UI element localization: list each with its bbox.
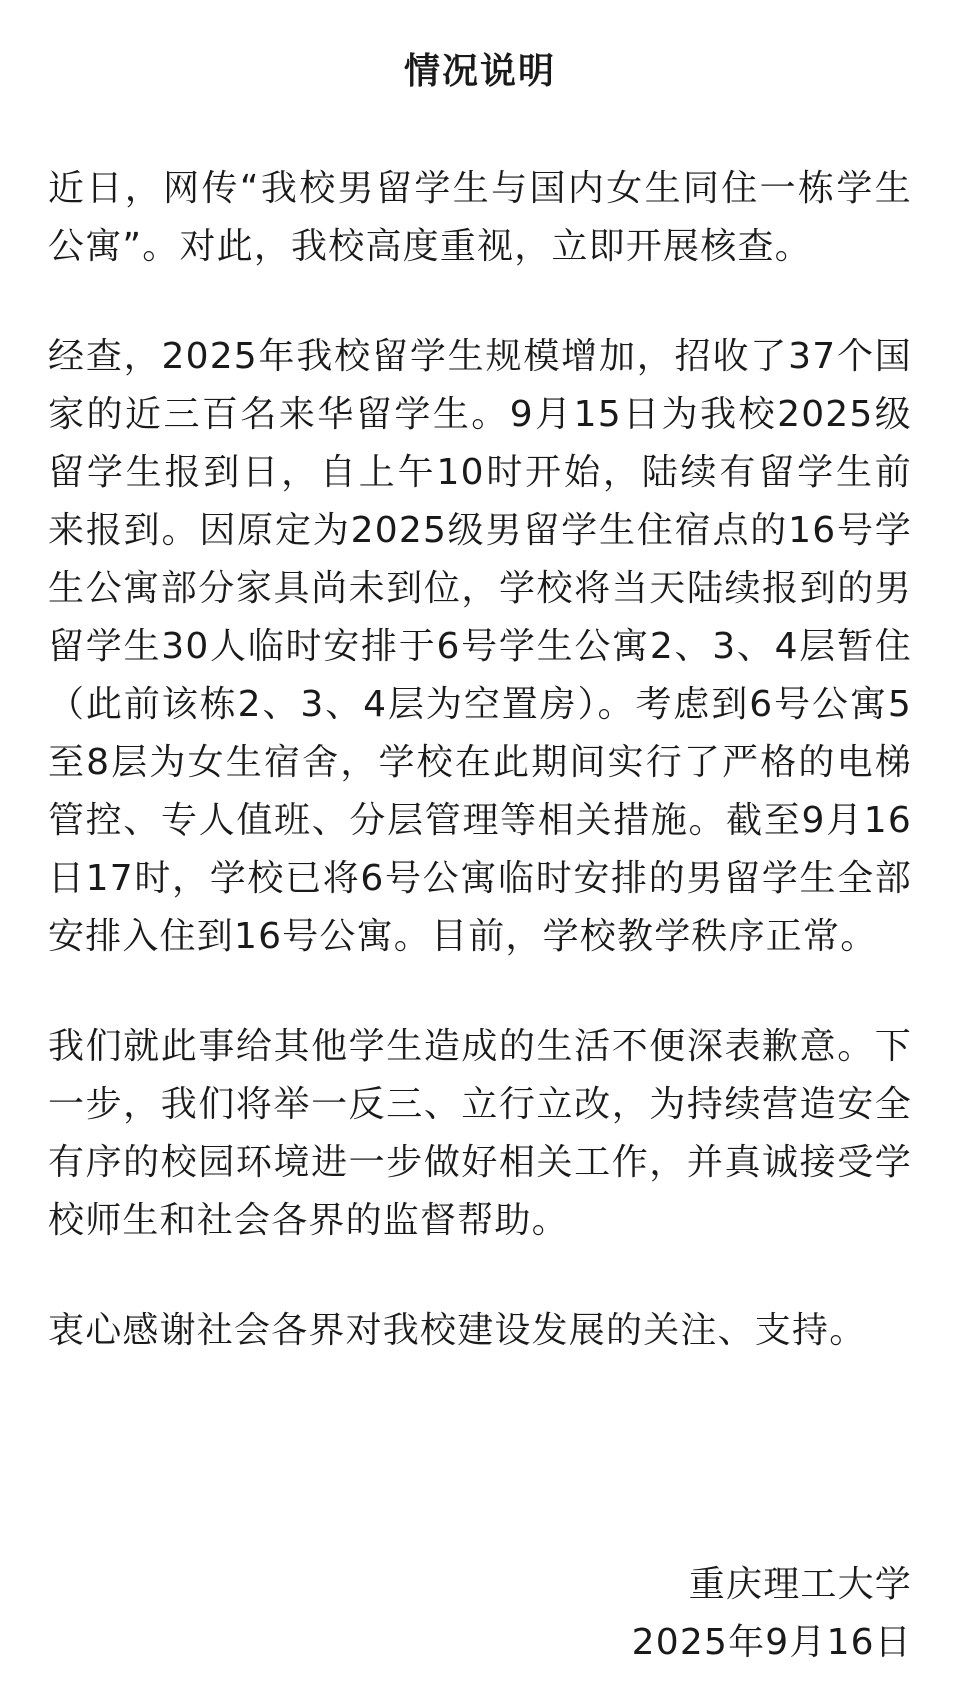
signature-date: 2025年9月16日: [631, 1622, 912, 1663]
document-title: 情况说明: [403, 51, 556, 92]
paragraph-investigation: 经查，2025年我校留学生规模增加，招收了37个国家的近三百名来华留学生。9月15日为我校2025级留学生报到日，自上午10时开始，陆续有留学生前来报到。因原定为2025级男留学生住宿点的16号学生公寓部分家具尚未到位，学校将当天陆续报到的男留学生30人临时安排于6号学生公寓2、3、4层暂住（此前该栋2、3、4层为空置房）。考虑到6号公寓5至8层为女生宿舍，学校在此期间实行了严格的电梯管控、专人值班、分层管理等相关措施。截至9月16日17时，学校已将6号公寓临时安排的男留学生全部安排入住到16号公寓。目前，学校教学秩序正常。: [48, 336, 912, 957]
document-body: [48, 160, 912, 1412]
paragraph-thanks: 衷心感谢社会各界对我校建设发展的关注、支持。: [48, 1310, 867, 1351]
paragraph-apology: 我们就此事给其他学生造成的生活不便深表歉意。下一步，我们将举一反三、立行立改，为持续营造安全有序的校园环境进一步做好相关工作，并真诚接受学校师生和社会各界的监督帮助。: [48, 1026, 912, 1241]
signature-block: [632, 1556, 912, 1672]
paragraph-intro: 近日，网传“我校男留学生与国内女生同住一栋学生公寓”。对此，我校高度重视，立即开展核查。: [48, 168, 912, 267]
signature-organization: 重庆理工大学: [688, 1564, 912, 1605]
